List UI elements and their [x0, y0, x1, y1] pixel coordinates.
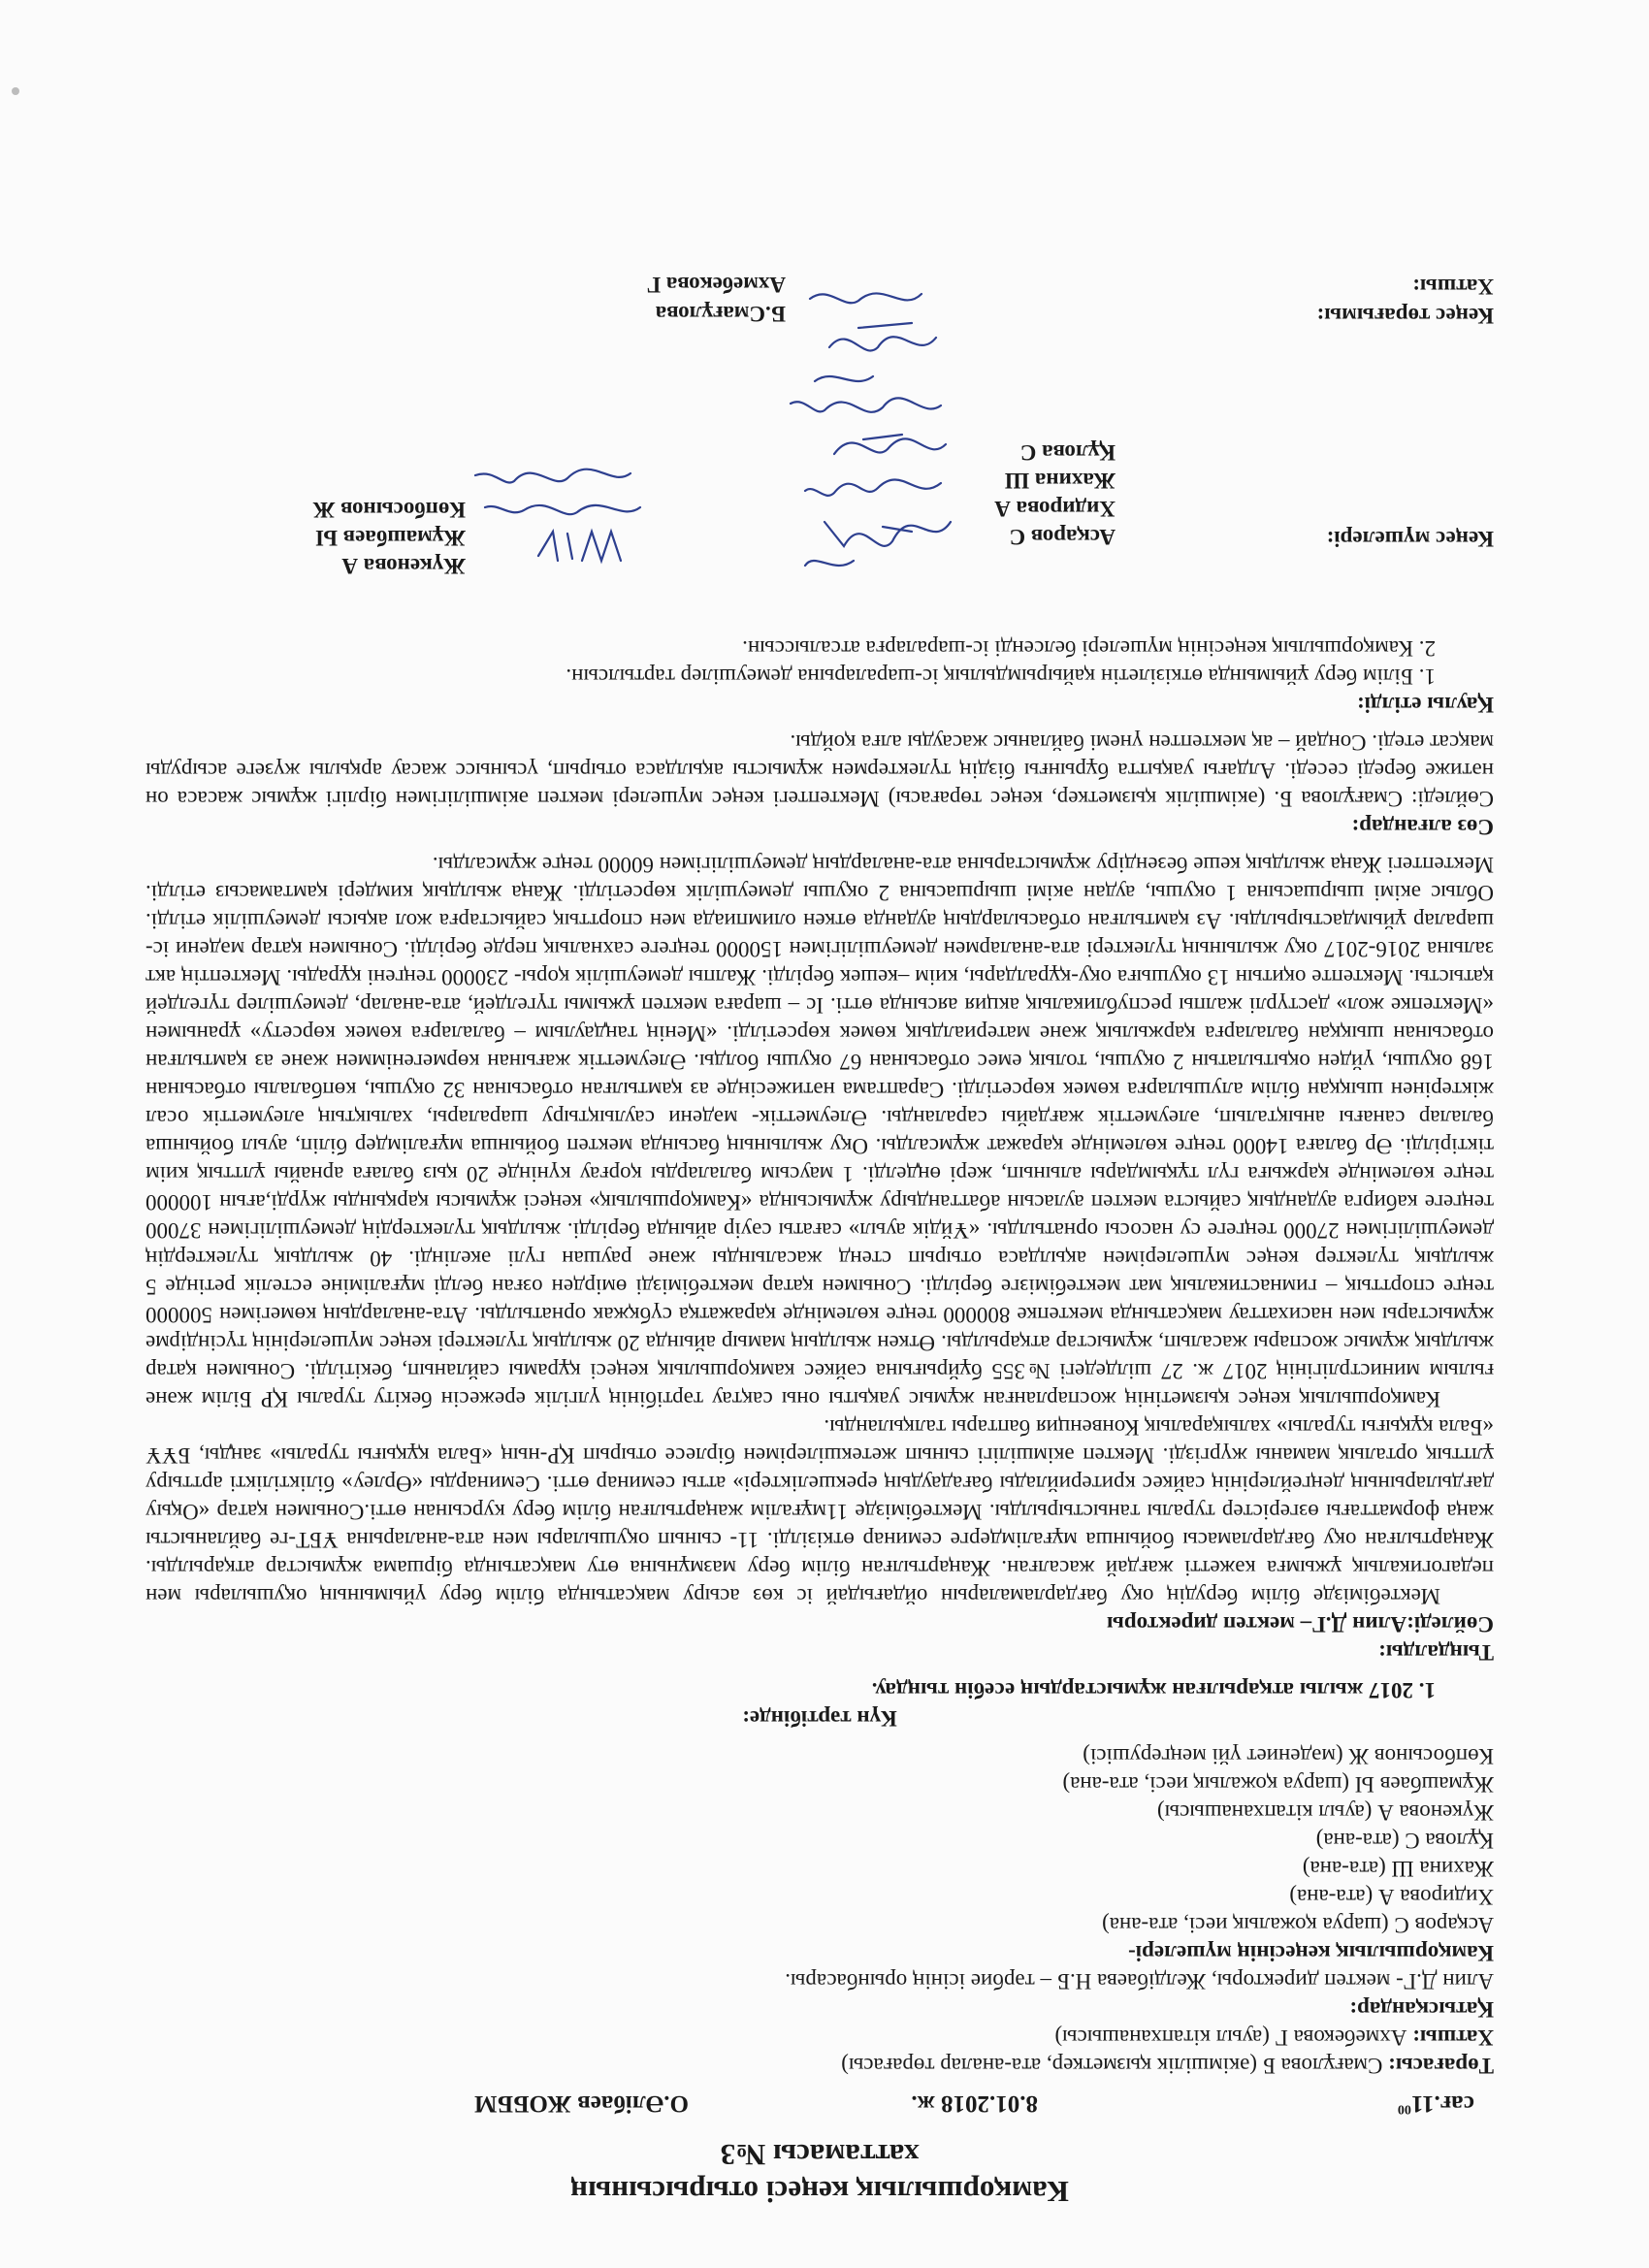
signature-name: Құлова С: [1019, 440, 1116, 465]
secretary-label: Хатшы:: [1412, 2025, 1494, 2050]
punch-hole: [12, 87, 19, 95]
signature-chair-name: Б.Смағұлова: [655, 302, 786, 326]
decision-item: 1. Білім беру ұйымында өткізілетін қайырымдылық іс-шараларына демеушілер тартылсын.: [566, 664, 1436, 689]
member-item: Жұмашбаев Ы (шаруа қожалық иесі, ата-ана): [1062, 1772, 1494, 1797]
signature-names-left: [994, 438, 1116, 551]
discussion-paragraph: Сөйледі: Смағұлова Б. (әкімшілік қызметкер, кеңес төрағасы) Мектептегі кеңес мүшелері мектеп әкімшілігімен бірлігі жұмыс жасаса он нәтиже береді сеседі. Алдағы уақытта бұрынғы біздің түлектермен жұмысты ақылдаса отырып, үсынысс жасау арқылы жүзеге асыруды мақсат етеді. Сондай – ақ мектептен үнемі байланыс жасауды алға қойды.: [146, 730, 1494, 811]
member-item: Жүкенова А (ауыл кітапханашысы): [1157, 1800, 1494, 1825]
discussion-label: Сөз алғандар:: [1351, 815, 1494, 839]
signature-names-right: [313, 496, 466, 580]
meeting-header: [146, 2080, 1494, 2122]
title-line-1: Камқоршылық кеңесі отырысының: [570, 2175, 1069, 2209]
signature-name: Жүкенова А: [341, 554, 466, 578]
member-item: Құлова С (ата-ана): [1315, 1829, 1494, 1853]
attended-text: Алин Д.Г- мектеп директоры, Желдібаева Н.Б – тәрбие ісінің орынбасары.: [785, 1969, 1494, 1993]
chair-line: [146, 2052, 1494, 2080]
meeting-time: [1398, 2090, 1474, 2117]
speaker-line: Сөйледі:Алин Д.Г– мектеп директоры: [1106, 1612, 1494, 1636]
secretary-text: Ахмебекова Г (ауыл кітапханашысы): [1054, 2025, 1413, 2050]
meeting-date: 8.01.2018 ж.: [911, 2090, 1038, 2117]
signature-name: Хидирова А: [994, 497, 1116, 521]
attended-label: Қатысқандар:: [1349, 1997, 1494, 2022]
signature-secretary-name: Ахмебекова Г: [646, 273, 786, 297]
member-item: Асқаров С (шаруа қожалық иесі, ата-ана): [1102, 1913, 1494, 1937]
meeting-time-value: сағ.11: [1410, 2090, 1474, 2117]
signature-block: [146, 173, 1494, 619]
chair-text: Смағұлова Б (әкімшілік қызметкер, ата-аналар төрағасы): [841, 2054, 1389, 2078]
agenda-item: 1. 2017 жылы атқарылған жұмыстардың есебін тыңдау.: [871, 1678, 1436, 1702]
meeting-time-minutes: 00: [1397, 2101, 1411, 2117]
signature-name: Көпбосынов Ж: [312, 498, 466, 522]
handwritten-signatures-right: [446, 444, 660, 590]
listened-label: Тыңдалды:: [1378, 1640, 1494, 1665]
agenda-title: Күн тәртібінде:: [742, 1706, 897, 1731]
signature-name: Жұмашбаев Ы: [315, 526, 466, 550]
decision-item: 2. Камқоршылық кеңесінің мүшелері белсенді іс-шараларға атсалыссын.: [742, 636, 1436, 661]
signature-members-label: Кеңес мүшелері:: [1326, 527, 1494, 551]
signature-secretary-label: Хатшы:: [1412, 275, 1494, 299]
member-item: Хидирова А (ата-ана): [1289, 1885, 1494, 1909]
meeting-place: О.Әлібаев ЖОББМ: [473, 2090, 689, 2117]
signature-chair-label: Кеңес төрағымы:: [1316, 304, 1494, 328]
handwritten-signature-chair: [795, 270, 951, 376]
title-line-2: хаттамасы №3: [720, 2138, 920, 2172]
members-label: Камқоршылық кеңесінің мүшелері-: [1128, 1941, 1494, 1965]
document-title: [146, 2136, 1494, 2210]
member-item: Көпбосынов Ж (мәдениет үйі меңгерушісі): [1083, 1744, 1494, 1768]
document-body: [146, 173, 1494, 2210]
report-paragraph: Мектебімізде білім берудің оқу бағдарламаларын ойдағыдай іс көз асыру мақсатында білім беру үйымының оқушылары мен педагогикалық ұжымға кәжетті жағдай жасалған. Жаңартылған білім беру мазмұнына өту мақсатында біршама жұмыстар атқарылды. Жаңартылған оқу бағдарламасы бойынша мұғалімдерге семинар өткізілді. 11- сынып оқушылары мен ата-аналарына ҰБТ-ге байланысты жаңа форматтағы өзгерістер туралы таныстырылды. Мектебімізде 11мұғалім жаңартылған білім беру курсынан өтті.Сонымен қатар «Оқыу дағдыларының деңгейлерінің сайкес критерийлады бағадаудың ерекшеліктері» атты семинар өтті. Семинарды «Өрлеу» біліктілікті арттыру ұлттық орталық маманы жүргізді. Мектеп әкімшілігі сынып жетекшілерімен бірлесе отырып ҚР-ның «Бала құқығы туралы» заңды, БҰҰ «Бала құқығы туралы» халықаралық Конвенция баптары талқыланды.: [146, 1415, 1494, 1608]
decision-label: Қаулы етілді:: [1356, 693, 1494, 717]
report-paragraph: Камқоршылық кеңес қызметінің жоспарланған жұмыс уақыты оны сақтау тәртібінің үлгілік ережесін бекіту туралы ҚР Білім және ғылым министрлігінің 2017 ж. 27 шілдедегі №355 бұйрығына сәйкес камқоршылық кеңесі құрамы сайланып, бекітілді. Сонымен қатар жылдық жұмыс жоспары жасалып, жұмыстар атқарылды. Өткен жылдың мамыр айында 20 жылдық түлектері кеңес мүшелерінің түсіндірме жұмыстары мен насихаттау мақсатында мектепке 800000 теңге көлемінде қаражатқа сүбқжак орнатылды. Ата-аналардың көмегімен 500000 теңге спорттық – гимнастикалық мат мектебімізге берілді. Сонымен қатар мектебімізді өмірден озған белді мұғаліміне естелік ретінде 5 жылдық түлектер кеңес мүшелерімен ақылдаса отырып стенд жасалынды және раушан гүлі әкелінді. 40 жылдық түлектердің демеушілігімен 27000 теңгеге су насосы орнатылды. «Ұйдік ауыл» сағаты сәуір айында берілді. жылдық түлектердің демеушілігімен 37000 теңгеге кабирга аудандық сайыста мектеп ауласын абаттандыру жұмысында «Камқоршылық» кеңесі жұмысы қарқынды жүрді,ағын 100000 теңге көлемінде қаржыға гүл тұқымдары алынып, жері өңделді. 1 маусым балаларды қорғау күнінде 20 қыз балаға арнайы ұлттық киім тіктірілді. Әр балаға 14000 теңге көлемінде қаражат жұмсалды. Оқу жылының басында мектеп бойынша мұғалімдер біліп, ауыл бойынша балалар санағы анықталып, әлеуметтік жағдайы сараланды. Әлеуметтік- мәдени саулықтыру шаралары, халықтың әлеуметтік осал жіктерінен шыққан білім алушыларға көмек көрсетілді. Сараптама нәтижесінде аз қамтылған отбасынан 32 оқушы, көпбалалы отбасынан 168 оқушы, үйден оқытылатын 2 оқушы, толық емес отбасынан 67 оқушы болды. Әлеуметтік жағынан көрмегеніммен және аз қамтылған отбасынан шыққан балаларға қаржылық және материалдық көмек көрсетілді. «Менің таңдаулым – балаларға көмек көрсету» ұранымен «Мектепке жол» дәстүрлі жалпы республикалық акция аясында өтті. Іс – шараға мектеп ұжымы түгелдей, ата-аналар, демеушілер түгелдей қатысты. Мектепте оқитын 13 оқушыға оқу-құралдары, киім –кешек берілді. Жалпы демеушілік қоры- 230000 теңгені құрады. Мектептің акт залына 2016-2017 оқу жылының түлектері ата-аналармен демеушілігімен 150000 теңгеге сахналық перде берілді. Сонымен қатар мәдени іс-шаралар ұйымдастырылды. Аз қамтылған отбасылардың ауданда өткен олимпиада мен спорттық сайыстарға жол ақысы демеушілік етілді. Облыс әкімі шыршасына 1 оқушы, аудан әкімі шыршасына 2 оқушы демеушілік көрсетілді. Жаңа жылдық кимдері қамтамасыз етілді. Мектептегі Жаңа жылдық кеше безендіру жұмыстарына ата-аналардың демеушілігімен 60000 теңге жұмсалды.: [146, 853, 1494, 1411]
handwritten-signatures-left: [757, 357, 970, 580]
member-item: Жахина Ш (ата-ана): [1302, 1857, 1494, 1881]
signature-name: Жахина Ш: [1004, 469, 1116, 493]
chair-label: Төрағасы:: [1388, 2054, 1494, 2078]
secretary-line: [146, 2024, 1494, 2052]
signature-name: Асқаров С: [1009, 525, 1116, 549]
